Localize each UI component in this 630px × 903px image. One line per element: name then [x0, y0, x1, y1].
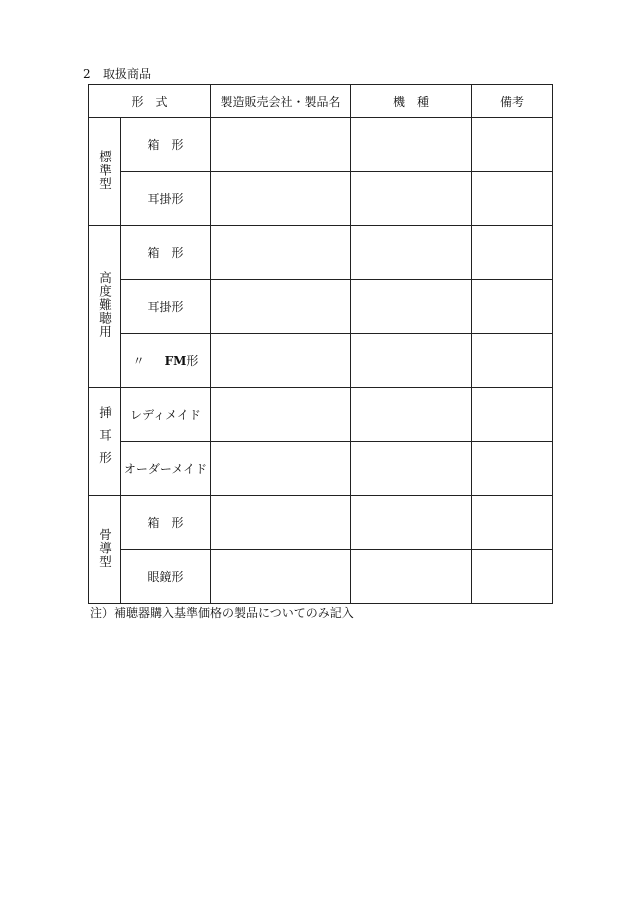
- footnote: 注）補聴器購入基準価格の製品についてのみ記入: [90, 606, 354, 620]
- group-high-power: [89, 226, 121, 388]
- type-cell: [121, 388, 211, 442]
- table-row: [89, 172, 553, 226]
- table-row: [89, 442, 553, 496]
- group-in-ear: [89, 388, 121, 496]
- type-label-box: 箱 形: [147, 246, 184, 260]
- group-label-in-ear: 挿耳形: [97, 406, 113, 474]
- remarks-cell[interactable]: [472, 172, 553, 226]
- remarks-cell[interactable]: [472, 496, 553, 550]
- remarks-cell[interactable]: [472, 334, 553, 388]
- model-cell[interactable]: [351, 172, 472, 226]
- maker-cell[interactable]: [211, 496, 351, 550]
- maker-cell[interactable]: [211, 226, 351, 280]
- model-cell[interactable]: [351, 442, 472, 496]
- group-label-high-power: 高度難聴用: [97, 271, 113, 339]
- table-row: [89, 334, 553, 388]
- type-cell: [121, 550, 211, 604]
- header-format: 形 式: [89, 85, 211, 118]
- group-label-standard: 標準型: [97, 149, 113, 191]
- type-label-glasses: 眼鏡形: [147, 570, 184, 584]
- type-label-custom-made: オーダーメイド: [123, 462, 208, 476]
- model-cell[interactable]: [351, 226, 472, 280]
- section-heading: [83, 66, 151, 82]
- header-maker: 製造販売会社・製品名: [211, 85, 351, 118]
- table-row: [89, 388, 553, 442]
- type-label-box: 箱 形: [147, 516, 184, 530]
- type-label-ready-made: レディメイド: [130, 408, 201, 422]
- model-cell[interactable]: [351, 334, 472, 388]
- header-model: 機 種: [351, 85, 472, 118]
- remarks-cell[interactable]: [472, 280, 553, 334]
- products-table: [88, 84, 553, 604]
- header-row: [89, 85, 553, 118]
- type-label-ear-hook: 耳掛形: [147, 192, 184, 206]
- section-number: 2: [83, 67, 91, 81]
- model-cell[interactable]: [351, 118, 472, 172]
- model-cell[interactable]: [351, 280, 472, 334]
- type-cell: [121, 172, 211, 226]
- maker-cell[interactable]: [211, 280, 351, 334]
- table-row: [89, 280, 553, 334]
- section-title: 取扱商品: [103, 67, 152, 81]
- table-row: [89, 550, 553, 604]
- ditto-mark: 〃: [132, 354, 145, 368]
- type-label-fm: [133, 354, 199, 368]
- group-standard: [89, 118, 121, 226]
- table-row: [89, 496, 553, 550]
- type-cell: [121, 496, 211, 550]
- header-remarks: 備考: [472, 85, 553, 118]
- remarks-cell[interactable]: [472, 118, 553, 172]
- type-label-ear-hook: 耳掛形: [147, 300, 184, 314]
- group-label-bone: 骨導型: [97, 527, 113, 569]
- remarks-cell[interactable]: [472, 226, 553, 280]
- maker-cell[interactable]: [211, 442, 351, 496]
- type-cell: [121, 280, 211, 334]
- maker-cell[interactable]: [211, 388, 351, 442]
- remarks-cell[interactable]: [472, 442, 553, 496]
- group-bone: [89, 496, 121, 604]
- type-cell: [121, 118, 211, 172]
- fm-text: FM: [164, 354, 187, 368]
- table-row: [89, 226, 553, 280]
- maker-cell[interactable]: [211, 118, 351, 172]
- maker-cell[interactable]: [211, 172, 351, 226]
- fm-suffix: 形: [186, 354, 199, 368]
- model-cell[interactable]: [351, 496, 472, 550]
- table-row: [89, 118, 553, 172]
- maker-cell[interactable]: [211, 550, 351, 604]
- remarks-cell[interactable]: [472, 550, 553, 604]
- maker-cell[interactable]: [211, 334, 351, 388]
- type-cell: [121, 226, 211, 280]
- remarks-cell[interactable]: [472, 388, 553, 442]
- type-cell: [121, 334, 211, 388]
- model-cell[interactable]: [351, 388, 472, 442]
- type-cell: [121, 442, 211, 496]
- model-cell[interactable]: [351, 550, 472, 604]
- type-label-box: 箱 形: [147, 138, 184, 152]
